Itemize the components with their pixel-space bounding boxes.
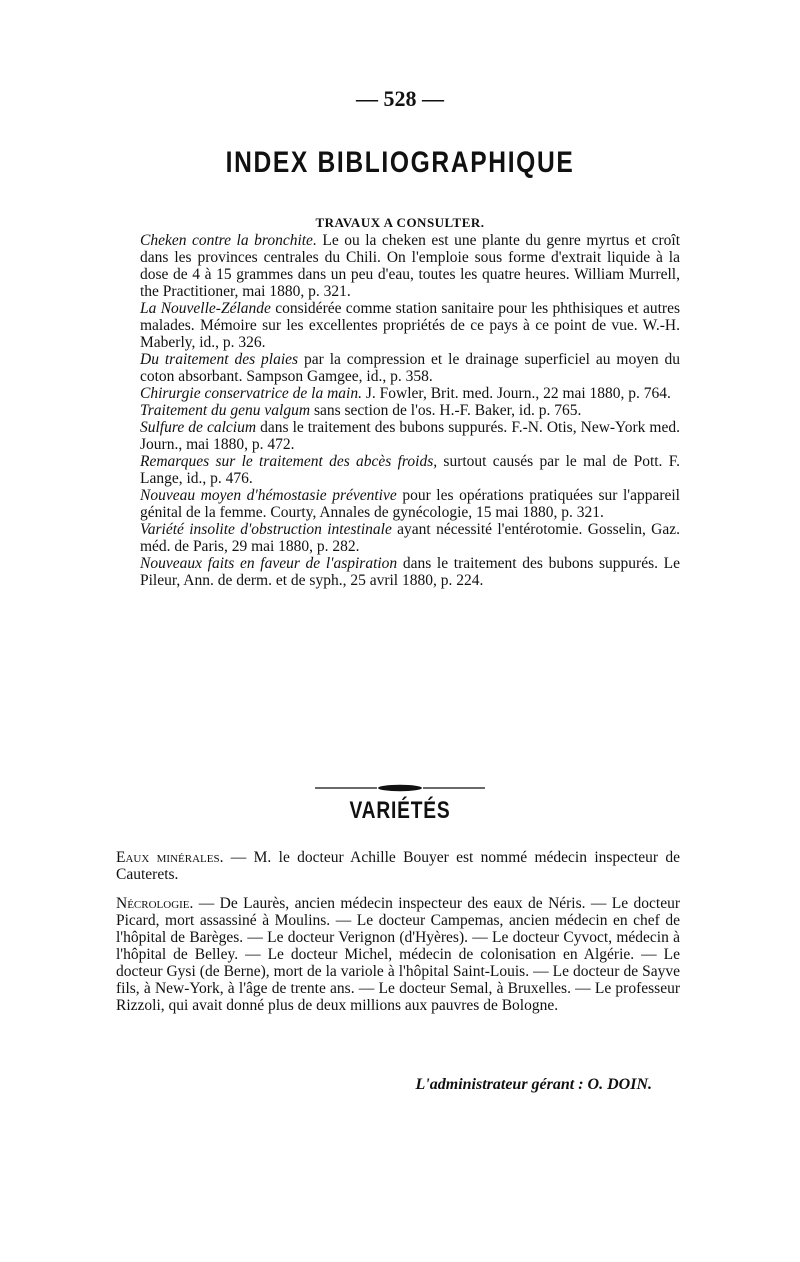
entry-text: pour les opérations pratiquées sur l'appareil génital de la femme. Courty, Annales de gynécologie, 15 mai 1880, p. 321. bbox=[140, 487, 680, 521]
entry-title: Sulfure de calcium bbox=[140, 419, 257, 436]
page-title: INDEX BIBLIOGRAPHIQUE bbox=[225, 146, 575, 179]
entry-text: Le ou la cheken est une plante du genre myrtus et croît dans les provinces centrales du Chili. On l'emploie sous forme d'extrait liquide à la dose de 4 à 15 grammes dans un peu d'eau, toutes les quatre heures. William Murrell, the Practitioner, mai 1880, p. 321. bbox=[140, 232, 681, 300]
bibliography-entry bbox=[140, 555, 680, 589]
entry-text: surtout causés par le mal de Pott. F. Lange, id., p. 476. bbox=[140, 453, 680, 487]
section-divider bbox=[315, 784, 485, 792]
news-item bbox=[116, 849, 680, 883]
bibliography-entry bbox=[140, 300, 680, 351]
news-lead: Nécrologie. bbox=[116, 895, 194, 912]
entry-text: dans le traitement des bubons suppurés. F.-N. Otis, New-York med. Journ., mai 1880, p. 472. bbox=[140, 419, 680, 453]
entry-title: Cheken contre la bronchite. bbox=[140, 232, 317, 249]
entry-text: J. Fowler, Brit. med. Journ., 22 mai 1880, p. 764. bbox=[362, 385, 671, 402]
news-item bbox=[116, 895, 680, 1014]
entry-text: considérée comme station sanitaire pour les phthisiques et autres malades. Mémoire sur les excellentes propriétés de ce pays à ce point de vue. W.-H. Maberly, id., p. 326. bbox=[140, 300, 680, 351]
bibliography-entry bbox=[140, 232, 680, 300]
entry-title: Remarques sur le traitement des abcès froids, bbox=[140, 453, 438, 470]
entry-title: Traitement du genu valgum bbox=[140, 402, 311, 419]
bibliography-entry bbox=[140, 385, 680, 402]
bibliography-entry bbox=[140, 453, 680, 487]
entry-text: ayant nécessité l'entérotomie. Gosselin, Gaz. méd. de Paris, 29 mai 1880, p. 282. bbox=[140, 521, 681, 555]
page-number: — 528 — bbox=[356, 86, 444, 111]
entry-title: Nouveaux faits en faveur de l'aspiration bbox=[140, 555, 398, 572]
bibliography-entry bbox=[140, 487, 680, 521]
news-text: — M. le docteur Achille Bouyer est nommé médecin inspecteur de Cauterets. bbox=[116, 849, 680, 883]
entry-text: dans le traitement des bubons suppurés. Le Pileur, Ann. de derm. et de syph., 25 avril 1880, p. 224. bbox=[140, 555, 681, 589]
news-section bbox=[116, 849, 680, 1014]
news-text: — De Laurès, ancien médecin inspecteur des eaux de Néris. — Le docteur Picard, mort assassiné à Moulins. — Le docteur Campemas, ancien médecin en chef de l'hôpital de Barèges. — Le docteur Verignon (d'Hyères). — Le docteur Cyvoct, médecin à l'hôpital de Belley. — Le docteur Michel, médecin de colonisation en Algérie. — Le docteur Gysi (de Berne), mort de la variole à l'hôpital Saint-Louis. — Le docteur de Sayve fils, à New-York, à l'âge de trente ans. — Le docteur Semal, à Bruxelles. — Le professeur Rizzoli, qui avait donné plus de deux millions aux pauvres de Bologne. bbox=[116, 895, 680, 1014]
entry-title: Du traitement des plaies bbox=[140, 351, 299, 368]
bibliography-entry bbox=[140, 419, 680, 453]
section-heading: VARIÉTÉS bbox=[349, 797, 451, 824]
entry-title: Variété insolite d'obstruction intestinale bbox=[140, 521, 392, 538]
entry-title: La Nouvelle-Zélande bbox=[140, 300, 271, 317]
entry-title: Chirurgie conservatrice de la main. bbox=[140, 385, 362, 402]
news-lead: Eaux minérales. bbox=[116, 849, 224, 866]
section-subtitle: TRAVAUX A CONSULTER. bbox=[315, 215, 485, 230]
bibliography-entry bbox=[140, 521, 680, 555]
entry-title: Nouveau moyen d'hémostasie préventive bbox=[140, 487, 397, 504]
entry-text: par la compression et le drainage superficiel au moyen du coton absorbant. Sampson Gamgee, id., p. 358. bbox=[140, 351, 680, 385]
bibliography-list bbox=[140, 232, 680, 589]
bibliography-entry bbox=[140, 402, 680, 419]
entry-text: sans section de l'os. H.-F. Baker, id. p. 765. bbox=[310, 402, 582, 419]
bibliography-entry bbox=[140, 351, 680, 385]
signature-line: L'administrateur gérant : O. DOIN. bbox=[415, 1076, 652, 1093]
